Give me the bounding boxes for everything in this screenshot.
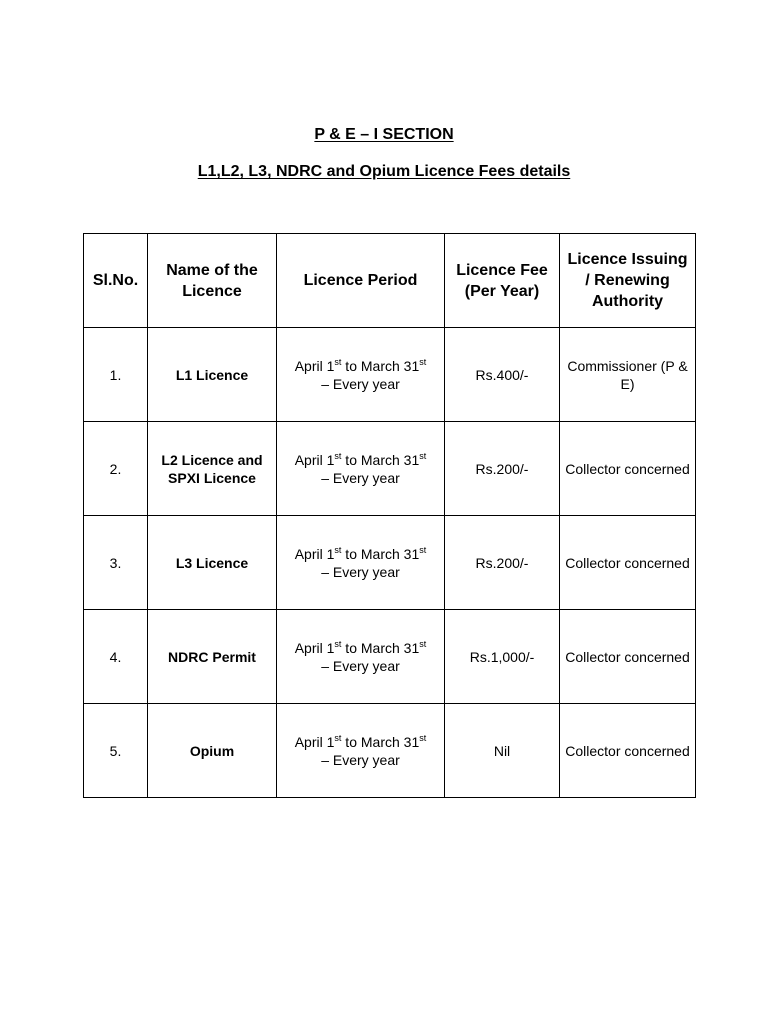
table-row: [84, 328, 696, 422]
row-authority: Collector concerned: [560, 704, 696, 798]
period-start-suffix: st: [334, 638, 342, 649]
column-header-sl-no: Sl.No.: [84, 234, 148, 328]
row-licence-period: [277, 516, 445, 610]
row-licence-fee: Rs.200/-: [445, 422, 560, 516]
table-row: [84, 610, 696, 704]
period-start: April 1: [294, 357, 335, 374]
period-start-suffix: st: [334, 356, 342, 367]
period-end-suffix: st: [419, 638, 427, 649]
row-licence-name: Opium: [148, 704, 277, 798]
column-header-licence-period: Licence Period: [277, 234, 445, 328]
row-licence-period: [277, 610, 445, 704]
licence-fees-table: [83, 233, 696, 798]
period-end-suffix: st: [419, 356, 427, 367]
row-licence-fee: Rs.200/-: [445, 516, 560, 610]
period-tail: – Every year: [321, 469, 400, 486]
row-authority: Collector concerned: [560, 422, 696, 516]
period-start: April 1: [294, 545, 335, 562]
period-start: April 1: [294, 451, 335, 468]
period-end-suffix: st: [419, 544, 427, 555]
row-sl-no: 3.: [84, 516, 148, 610]
table-row: [84, 516, 696, 610]
period-tail: – Every year: [321, 751, 400, 768]
row-sl-no: 1.: [84, 328, 148, 422]
period-tail: – Every year: [321, 375, 400, 392]
row-licence-name: L2 Licence and SPXI Licence: [148, 422, 277, 516]
row-licence-fee: Rs.400/-: [445, 328, 560, 422]
row-authority: Collector concerned: [560, 516, 696, 610]
period-mid: to March 31: [341, 639, 420, 656]
section-title: P & E – I SECTION: [314, 126, 454, 143]
column-header-licence-fee: Licence Fee (Per Year): [445, 234, 560, 328]
row-licence-period: [277, 328, 445, 422]
period-start: April 1: [294, 733, 335, 750]
column-header-authority: Licence Issuing / Renewing Authority: [560, 234, 696, 328]
period-mid: to March 31: [341, 733, 420, 750]
period-start-suffix: st: [334, 732, 342, 743]
document-title: L1,L2, L3, NDRC and Opium Licence Fees details: [197, 163, 571, 180]
period-mid: to March 31: [341, 545, 420, 562]
period-start-suffix: st: [334, 450, 342, 461]
row-authority: Commissioner (P & E): [560, 328, 696, 422]
row-authority: Collector concerned: [560, 610, 696, 704]
row-licence-fee: Rs.1,000/-: [445, 610, 560, 704]
row-licence-name: L3 Licence: [148, 516, 277, 610]
period-start-suffix: st: [334, 544, 342, 555]
period-end-suffix: st: [419, 732, 427, 743]
period-tail: – Every year: [321, 657, 400, 674]
table-row: [84, 704, 696, 798]
period-mid: to March 31: [341, 357, 420, 374]
row-licence-name: NDRC Permit: [148, 610, 277, 704]
row-sl-no: 4.: [84, 610, 148, 704]
period-mid: to March 31: [341, 451, 420, 468]
column-header-licence-name: Name of the Licence: [148, 234, 277, 328]
period-start: April 1: [294, 639, 335, 656]
row-sl-no: 5.: [84, 704, 148, 798]
row-sl-no: 2.: [84, 422, 148, 516]
table-header-row: [84, 234, 696, 328]
period-end-suffix: st: [419, 450, 427, 461]
row-licence-period: [277, 704, 445, 798]
row-licence-fee: Nil: [445, 704, 560, 798]
period-tail: – Every year: [321, 563, 400, 580]
row-licence-period: [277, 422, 445, 516]
table-row: [84, 422, 696, 516]
row-licence-name: L1 Licence: [148, 328, 277, 422]
